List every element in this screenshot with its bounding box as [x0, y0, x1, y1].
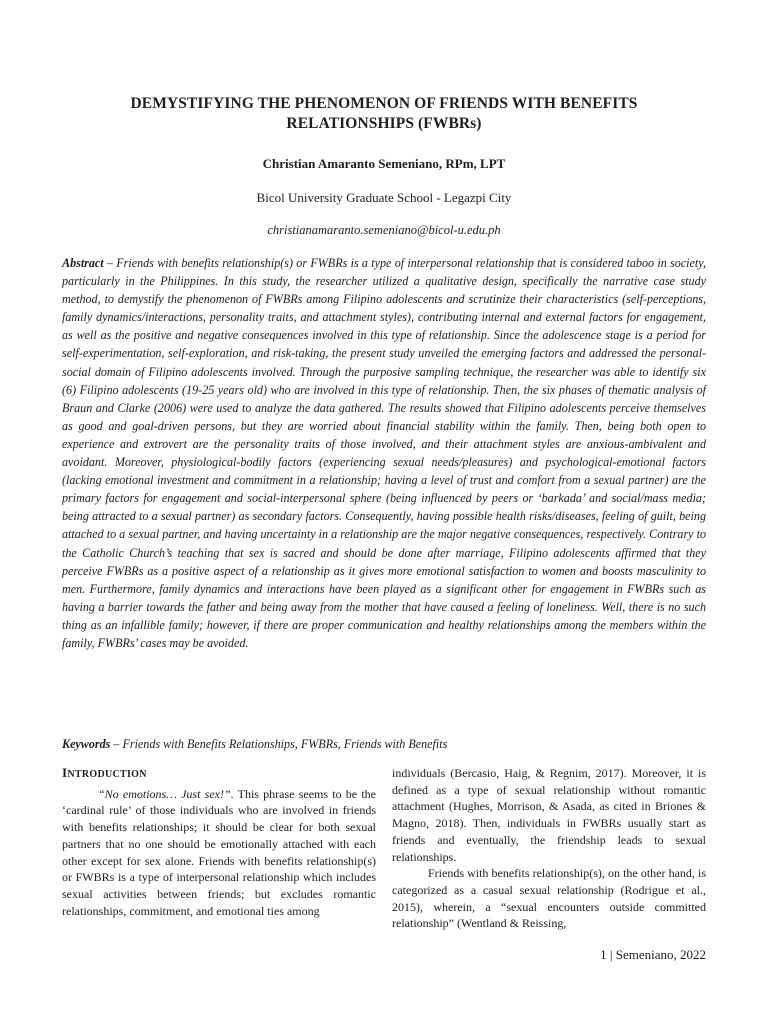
- intro-paragraph-1: [62, 786, 376, 920]
- section-heading-introduction: [62, 765, 376, 784]
- heading-initial: I: [62, 765, 68, 780]
- abstract-text: – Friends with benefits relationship(s) or FWBRs is a type of interpersonal relationship that is considered taboo in society, particularly in the Philippines. In this study, the researcher utilized a qualitative design, specifically the narrative case study method, to demystify the phenomenon of FWBRs among Filipino adolescents and scrutinize their characteristics (self-perceptions, family dynamics/interactions, personality traits, and attachment styles), contributing internal and external factors for engagement, as well as the positive and negative consequences involved in this type of relationship. Since the adolescence stage is a period for self-experimentation, self-exploration, and risk-taking, the present study unveiled the emerging factors and addressed the personal-social domain of Filipino adolescents involved. Through the purposive sampling technique, the researcher was able to identify six (6) Filipino adolescents (19-25 years old) who are involved in this type of relationship. Then, the six phases of thematic analysis of Braun and Clarke (2006) were used to analyze the data gathered. The results showed that Filipino adolescents perceive themselves as good and goal-driven persons, but they are worried about financial stability within the family. Then, being both open to experience and extrovert are the personality traits of those involved, and their attachment styles are anxious-ambivalent and avoidant. Moreover, physiological-bodily factors (experiencing sexual needs/pleasures) and psychological-emotional factors (lacking emotional investment and commitment in a relationship; having a level of trust and comfort from a sexual partner) are the primary factors for engagement and social-interpersonal sphere (being influenced by peers or ‘barkada’ and social/mass media; being attracted to a sexual partner) as secondary factors. Consequently, having possible health risks/diseases, feeling of guilt, being attached to a sexual partner, and having uncertainty in a relationship are the major negative consequences, respectively. Contrary to the Catholic Church’s teaching that sex is sacred and should be done after marriage, Filipino adolescents affirmed that they perceive FWBRs as a positive aspect of a relationship as it gives more emotional satisfaction to women and boosts masculinity to men. Furthermore, family dynamics and interactions have been played as a significant other for engagement in FWBRs such as having a barrier towards the father and being away from the mother that have caused a feeling of loneliness. Well, there is no such thing as an infallible family; however, if there are proper communication and healthy relationships among the members within the family, FWBRs’ cases may be avoided.: [62, 256, 706, 650]
- keywords-label: Keywords: [62, 737, 111, 751]
- abstract-label: Abstract: [62, 256, 104, 270]
- title-line-1: DEMYSTIFYING THE PHENOMENON OF FRIENDS WITH BENEFITS: [130, 95, 638, 112]
- paper-title: [62, 94, 706, 134]
- author-affiliation: Bicol University Graduate School - Legazpi City: [256, 190, 512, 205]
- author-name: Christian Amaranto Semeniano, RPm, LPT: [262, 156, 506, 171]
- body-column-left: [62, 765, 376, 919]
- page-footer: 1 | Semeniano, 2022: [600, 947, 706, 962]
- keywords: [62, 737, 706, 752]
- keywords-text: – Friends with Benefits Relationships, FWBRs, Friends with Benefits: [110, 737, 448, 751]
- title-line-2: RELATIONSHIPS (FWBRs): [286, 115, 482, 132]
- intro-paragraph-2: Friends with benefits relationship(s), on the other hand, is categorized as a casual sexual relationship (Rodrigue et al., 2015), wherein, a “sexual encounters outside committed relationship” (Wentland & Reissing,: [392, 866, 706, 931]
- intro-quote: “No emotions… Just sex!”: [98, 786, 231, 801]
- intro-paragraph-1-text: . This phrase seems to be the ‘cardinal rule’ of those individuals who are involved in friends with benefits relationships; it should be clear for both sexual partners that no one should be emotionally attached with each other except for sex alone. Friends with benefits relationship(s) or FWBRs is a type of interpersonal relationship which includes sexual activities between friends; but excludes romantic relationships, commitment, and emotional ties among: [62, 786, 376, 918]
- abstract: [62, 254, 706, 652]
- paper-page: [62, 0, 706, 1024]
- body-column-right: [392, 765, 706, 932]
- author-email: christianamaranto.semeniano@bicol-u.edu.ph: [267, 223, 501, 237]
- intro-paragraph-1-continued: individuals (Bercasio, Haig, & Regnim, 2017). Moreover, it is defined as a type of sexual relationship without romantic attachment (Hughes, Morrison, & Asada, as cited in Briones & Magno, 2018). Then, individuals in FWBRs usually start as friends and eventually, the friendship leads to sexual relationships.: [392, 766, 706, 864]
- heading-rest: NTRODUCTION: [67, 769, 147, 780]
